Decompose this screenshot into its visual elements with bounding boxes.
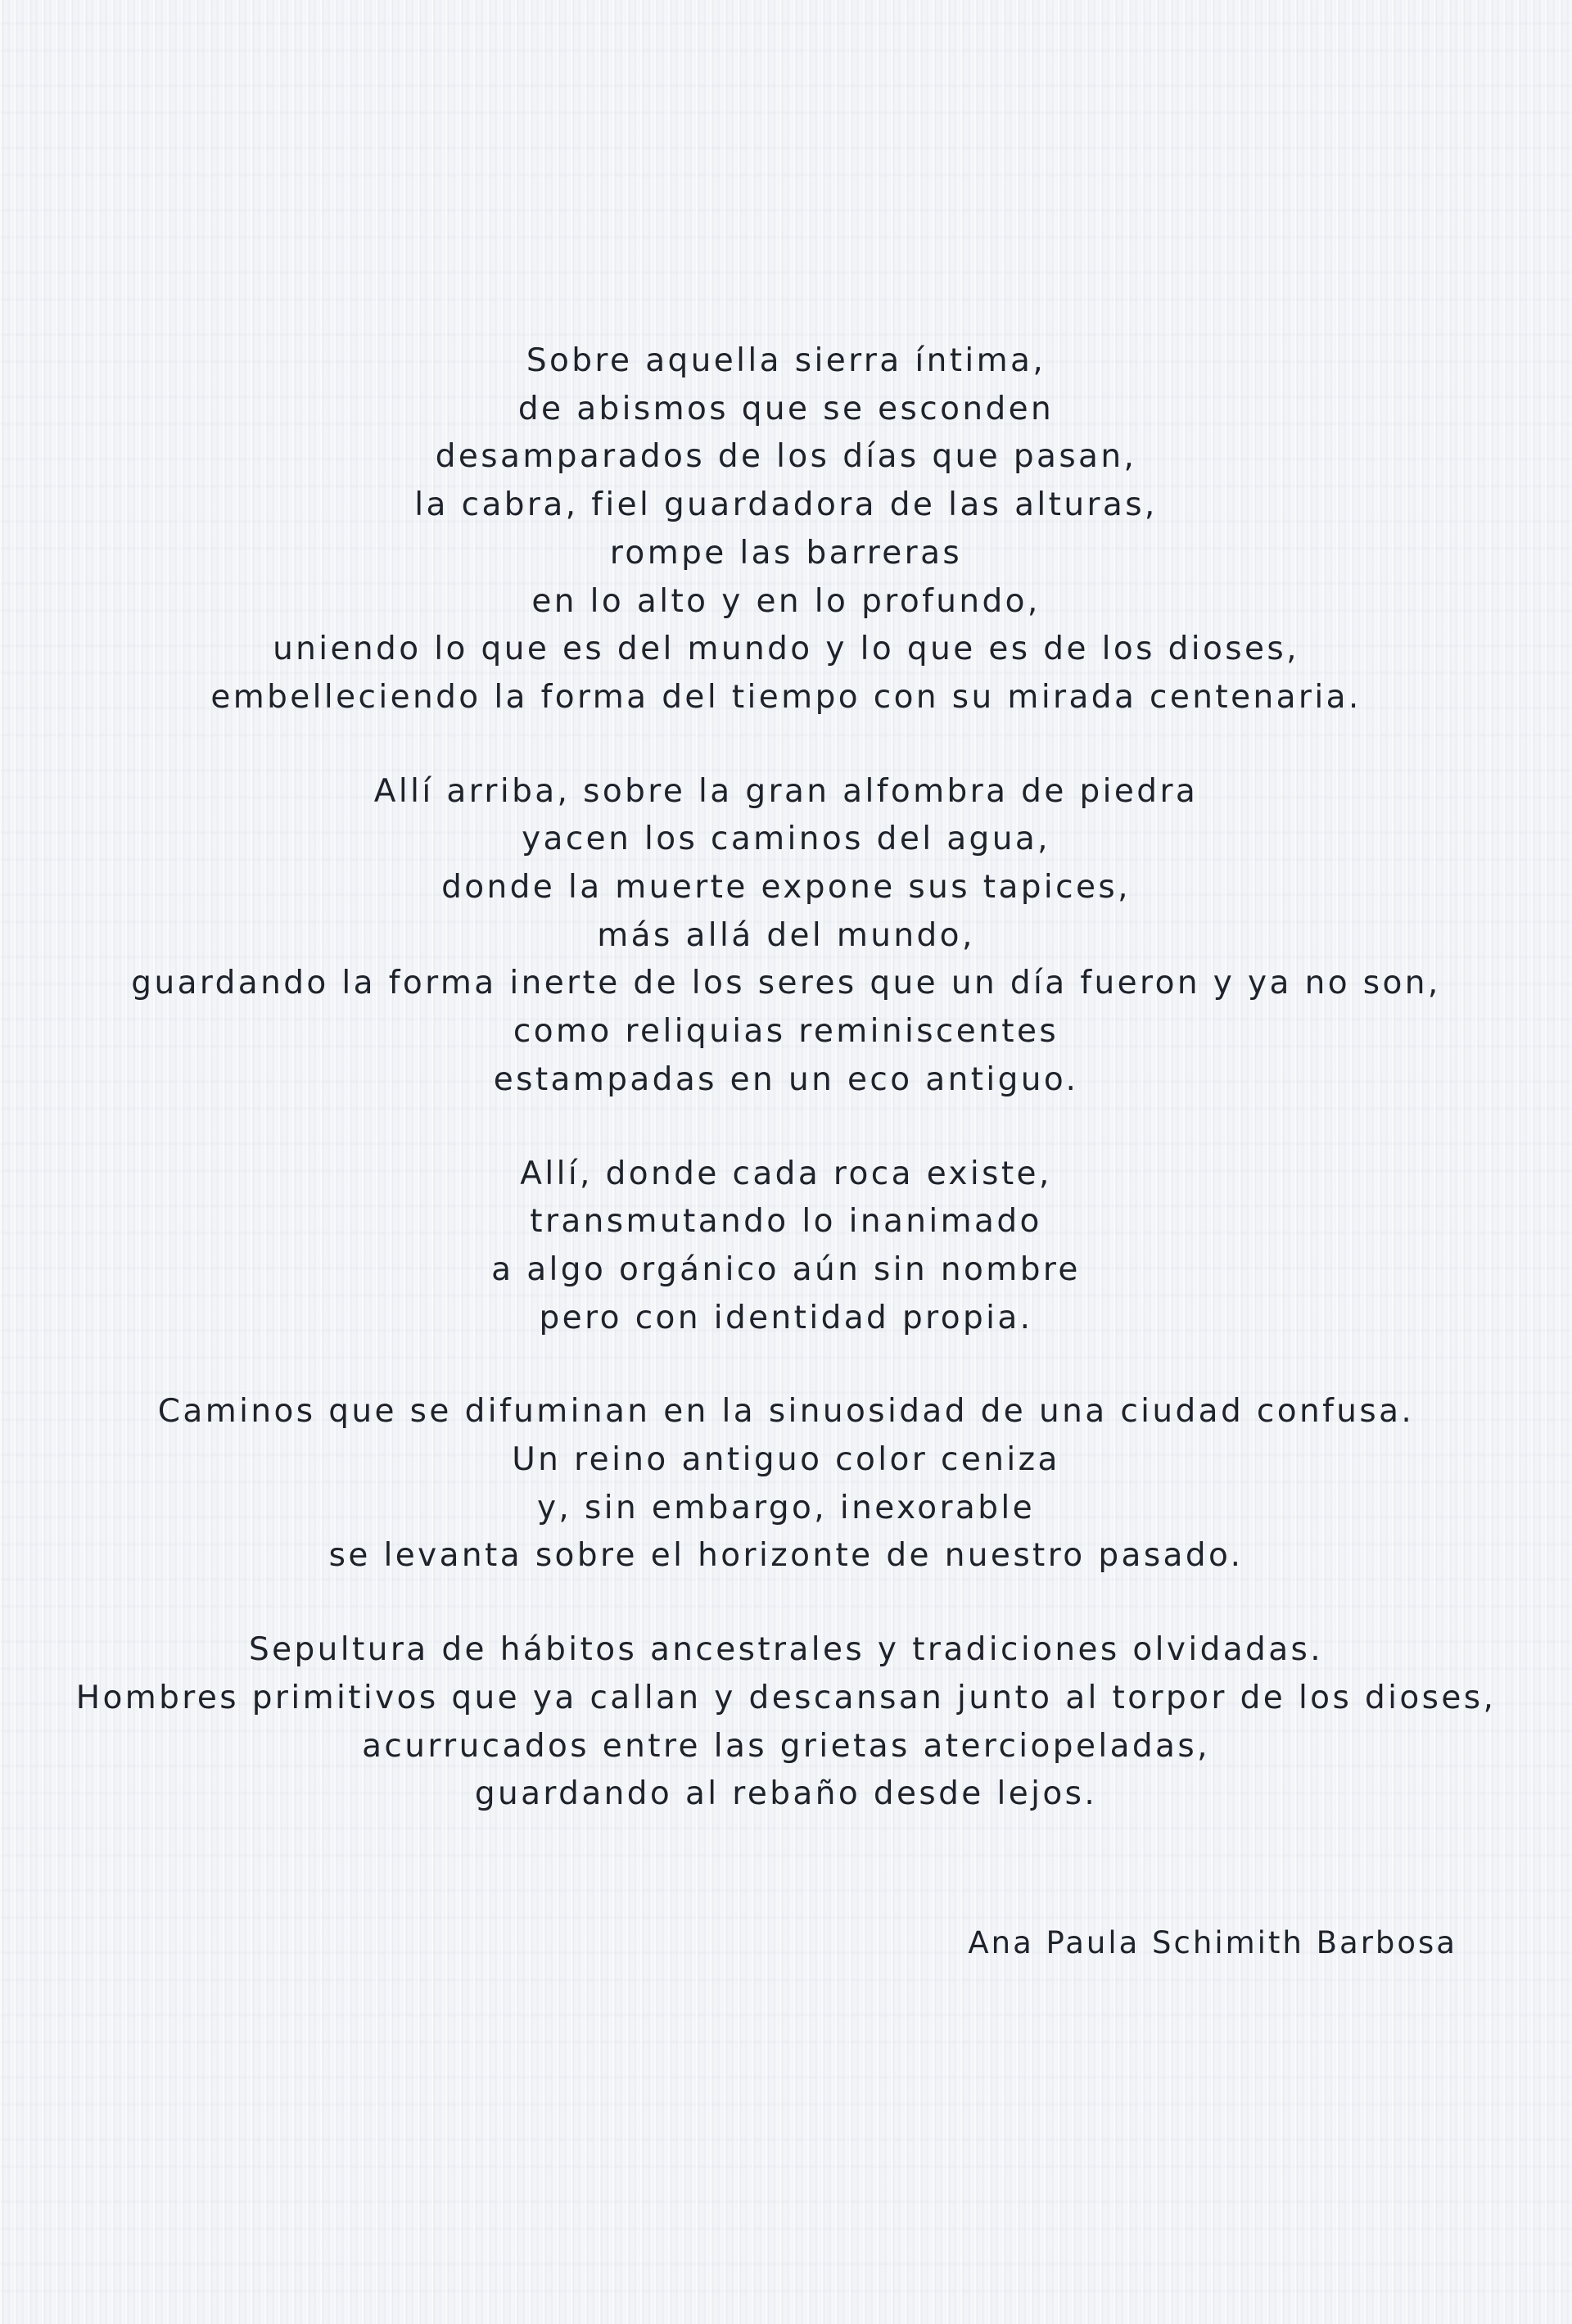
- poem-line: se levanta sobre el horizonte de nuestro pasado.: [328, 1537, 1244, 1575]
- poem-line: la cabra, fiel guardadora de las alturas,: [414, 486, 1158, 524]
- poem-line: Sobre aquella sierra íntima,: [526, 342, 1046, 379]
- stanza-3: [49, 1151, 1523, 1343]
- stanza-4: [49, 1388, 1523, 1580]
- poem-line: embelleciendo la forma del tiempo con su mirada centenaria.: [210, 678, 1362, 716]
- poem-line: y, sin embargo, inexorable: [536, 1489, 1036, 1526]
- poem-line: desamparados de los días que pasan,: [435, 438, 1137, 476]
- poem-line: como reliquias reminiscentes: [513, 1013, 1059, 1051]
- poem-line: en lo alto y en lo profundo,: [531, 582, 1041, 620]
- poem-line: guardando la forma inerte de los seres que un día fueron y ya no son,: [131, 965, 1441, 1002]
- poem-line: acurrucados entre las grietas aterciopeladas,: [362, 1727, 1210, 1765]
- stanza-2: [49, 768, 1523, 1105]
- poem-line: Sepultura de hábitos ancestrales y tradiciones olvidadas.: [248, 1631, 1324, 1669]
- poem-line: Caminos que se difuminan en la sinuosidad de una ciudad confusa.: [157, 1393, 1415, 1431]
- stanza-1: [49, 337, 1523, 722]
- poem-line: Un reino antiguo color ceniza: [512, 1441, 1060, 1479]
- author-signature: Ana Paula Schimith Barbosa: [968, 1925, 1457, 1960]
- poem-line: a algo orgánico aún sin nombre: [491, 1250, 1081, 1288]
- poem-line: transmutando lo inanimado: [530, 1203, 1042, 1241]
- poem-line: donde la muerte expone sus tapices,: [441, 869, 1131, 907]
- poem-line: pero con identidad propia.: [539, 1299, 1033, 1336]
- poem-line: guardando al rebaño desde lejos.: [474, 1775, 1098, 1813]
- poem-line: Hombres primitivos que ya callan y descansan junto al torpor de los dioses,: [75, 1679, 1497, 1716]
- poem-line: Allí, donde cada roca existe,: [520, 1155, 1052, 1192]
- poem-line: uniendo lo que es del mundo y lo que es de los dioses,: [273, 631, 1299, 668]
- poem: [49, 337, 1523, 1865]
- poem-line: rompe las barreras: [609, 534, 963, 572]
- poem-line: más allá del mundo,: [597, 916, 975, 954]
- poem-line: estampadas en un eco antiguo.: [493, 1060, 1079, 1098]
- poem-line: yacen los caminos del agua,: [522, 821, 1050, 858]
- poem-line: de abismos que se esconden: [517, 390, 1055, 427]
- stanza-5: [49, 1626, 1523, 1819]
- poem-line: Allí arriba, sobre la gran alfombra de piedra: [373, 772, 1199, 810]
